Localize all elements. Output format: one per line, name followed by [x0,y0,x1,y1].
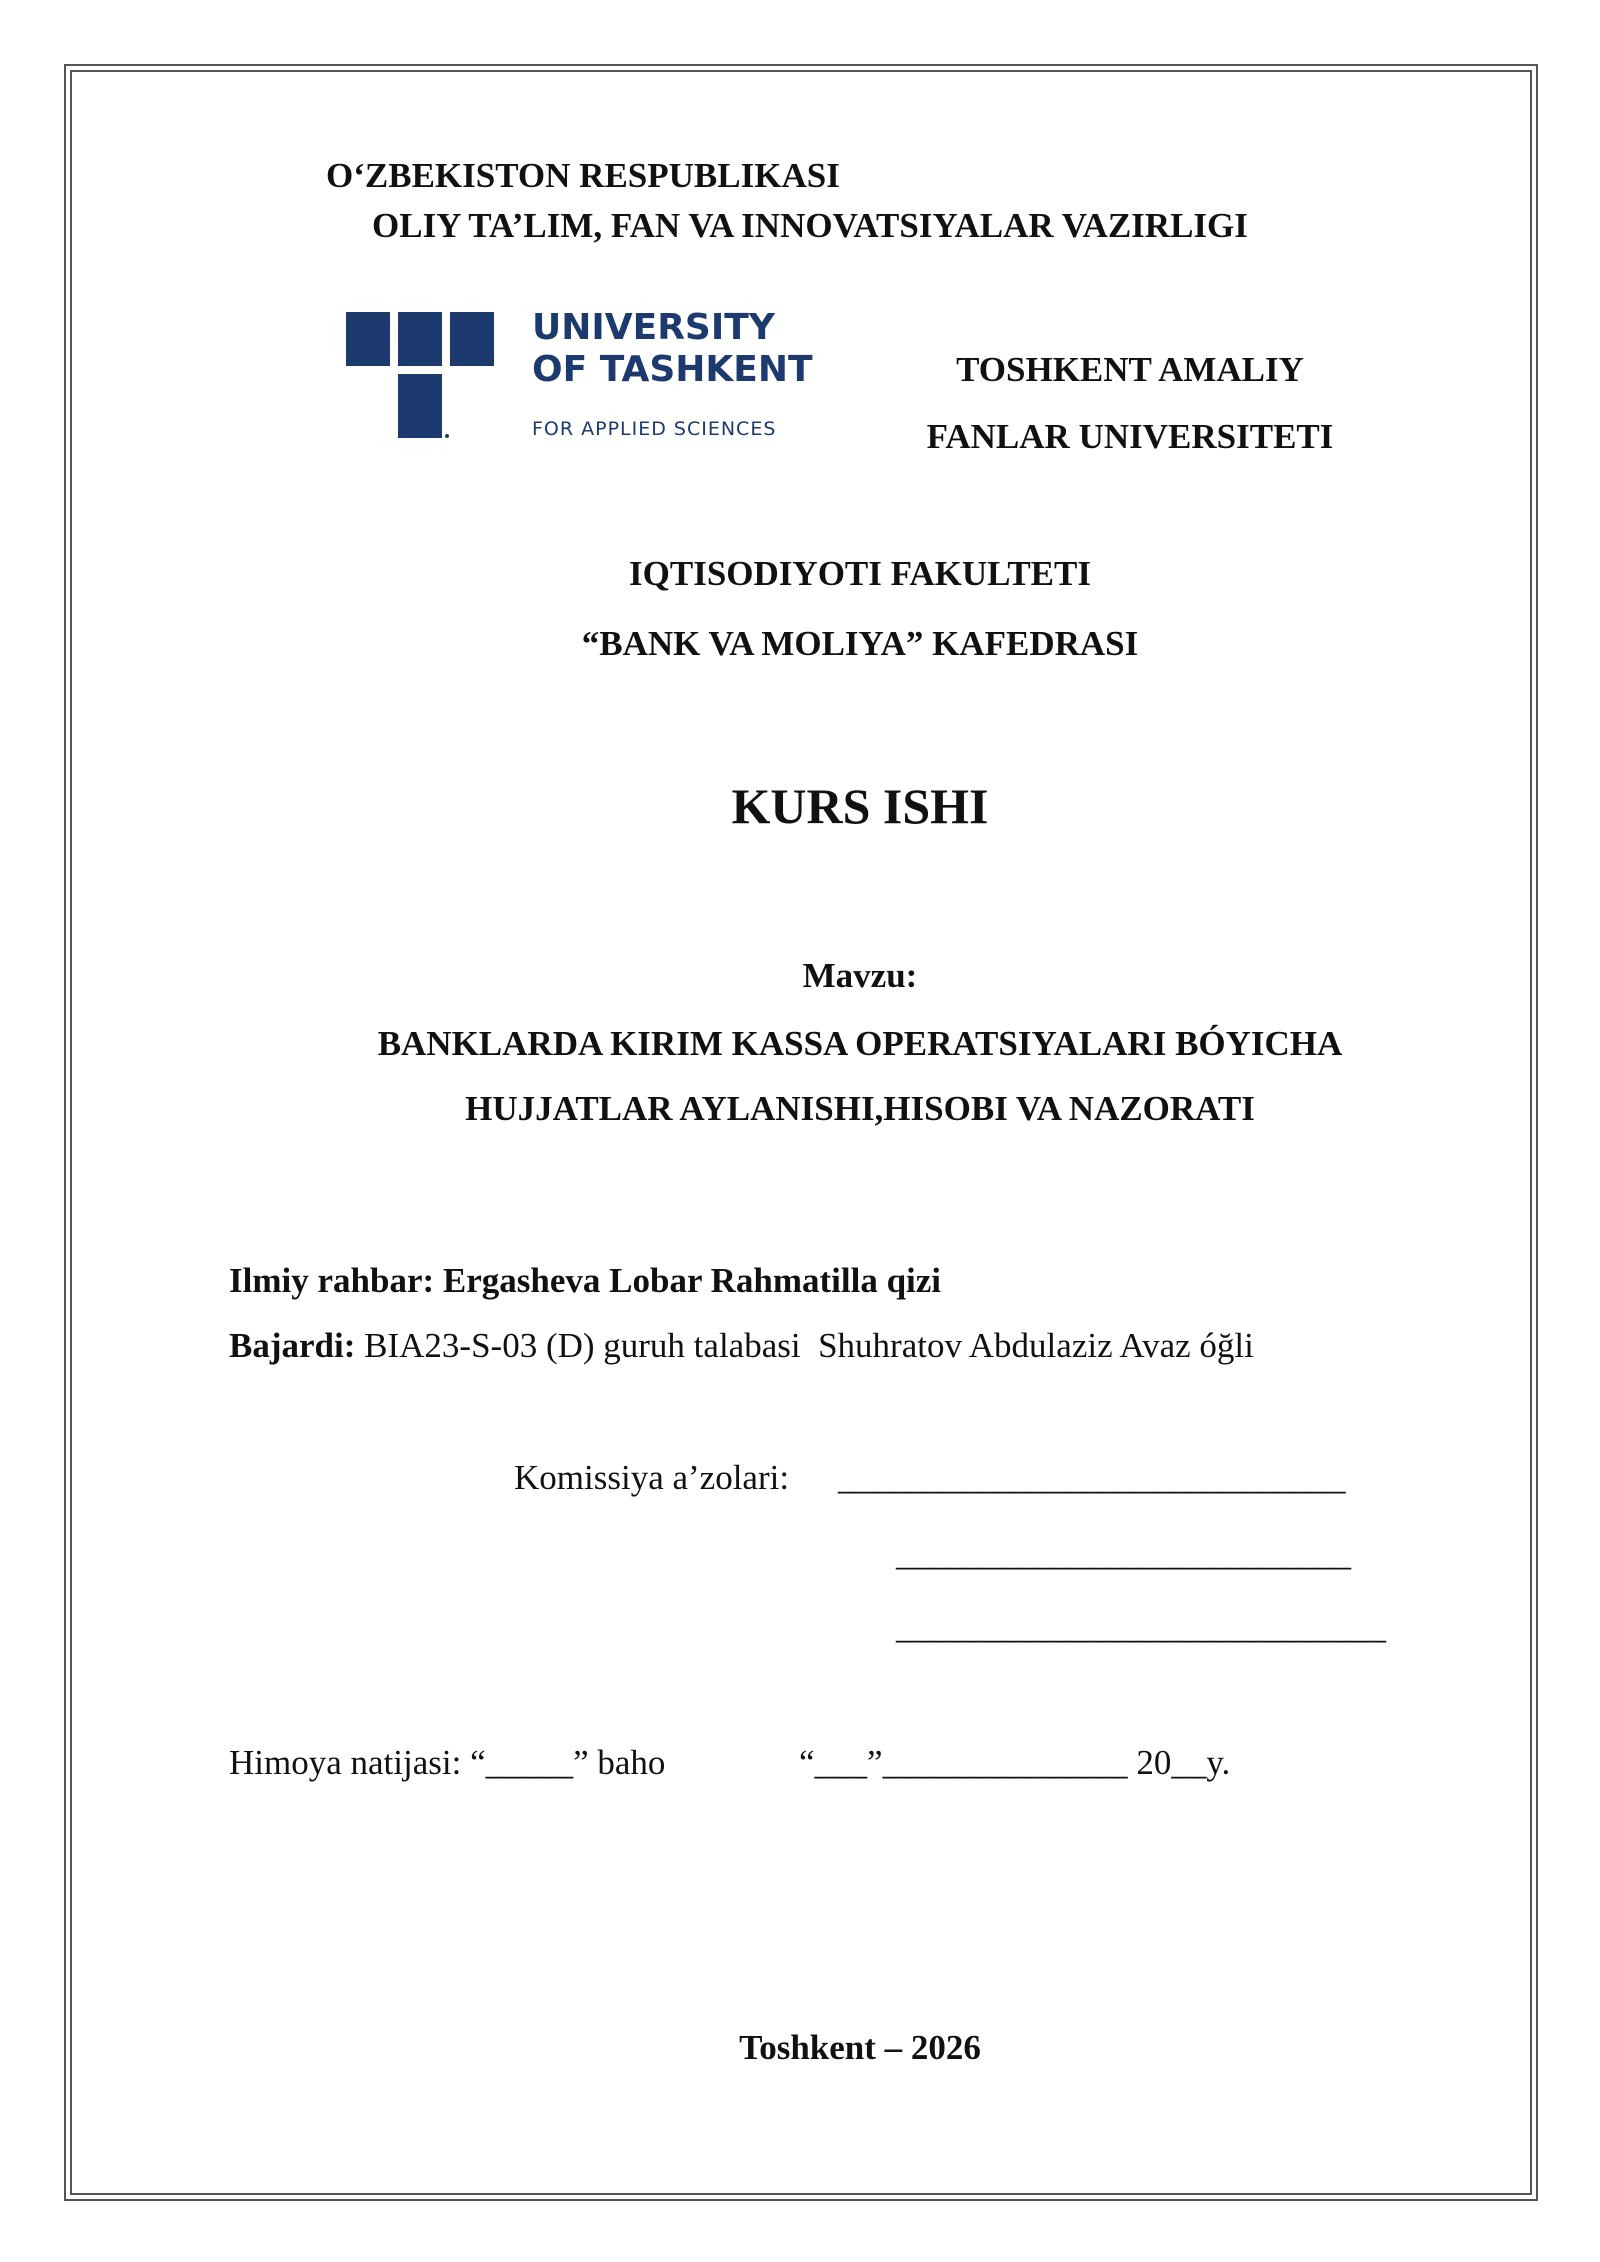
commission-line-2: __________________________ [896,1534,1351,1573]
department-name: “BANK VA MOLIYA” KAFEDRASI [581,624,1139,663]
topic-line1: BANKLARDA KIRIM KASSA OPERATSIYALARI BÓYICHA [377,1024,1343,1063]
defense-date: “___”______________ 20__y. [799,1743,1231,1782]
performer-value: BIA23-S-03 (D) guruh talabasi Shuhratov Abdulaziz Avaz óğli [364,1326,1254,1365]
topic-line2: HUJJATLAR AYLANISHI,HISOBI VA NAZORATI [465,1089,1255,1128]
defense-result: Himoya natijasi: “_____” baho [229,1743,666,1782]
supervisor-name: Ergasheva Lobar Rahmatilla qizi [442,1261,942,1300]
university-logo [346,307,813,442]
commission-label: Komissiya a’zolari: [514,1458,790,1497]
performer-line [229,1328,1254,1363]
header-republic: O‘ZBEKISTON RESPUBLIKASI [326,156,840,195]
performer-label: Bajardi: [229,1326,356,1365]
document-title: KURS ISHI [731,778,989,834]
header-ministry: OLIY TA’LIM, FAN VA INNOVATSIYALAR VAZIRLIGI [372,206,1248,245]
university-logo-icon [346,310,496,442]
logo-text-university: UNIVERSITY [532,307,775,348]
university-name-line1: TOSHKENT AMALIY [956,350,1304,389]
logo-text-applied-sciences: FOR APPLIED SCIENCES [532,418,777,440]
footer-city-year: Toshkent – 2026 [739,2028,981,2067]
commission-line-3: ____________________________ [896,1607,1386,1646]
supervisor-line [229,1263,941,1298]
university-name-line2: FANLAR UNIVERSITETI [926,417,1334,456]
commission-line-1: _____________________________ [838,1458,1346,1497]
supervisor-label: Ilmiy rahbar: [229,1261,435,1300]
topic-label: Mavzu: [802,956,918,995]
logo-text-of-tashkent: OF TASHKENT [532,349,813,390]
faculty-name: IQTISODIYOTI FAKULTETI [629,554,1091,593]
